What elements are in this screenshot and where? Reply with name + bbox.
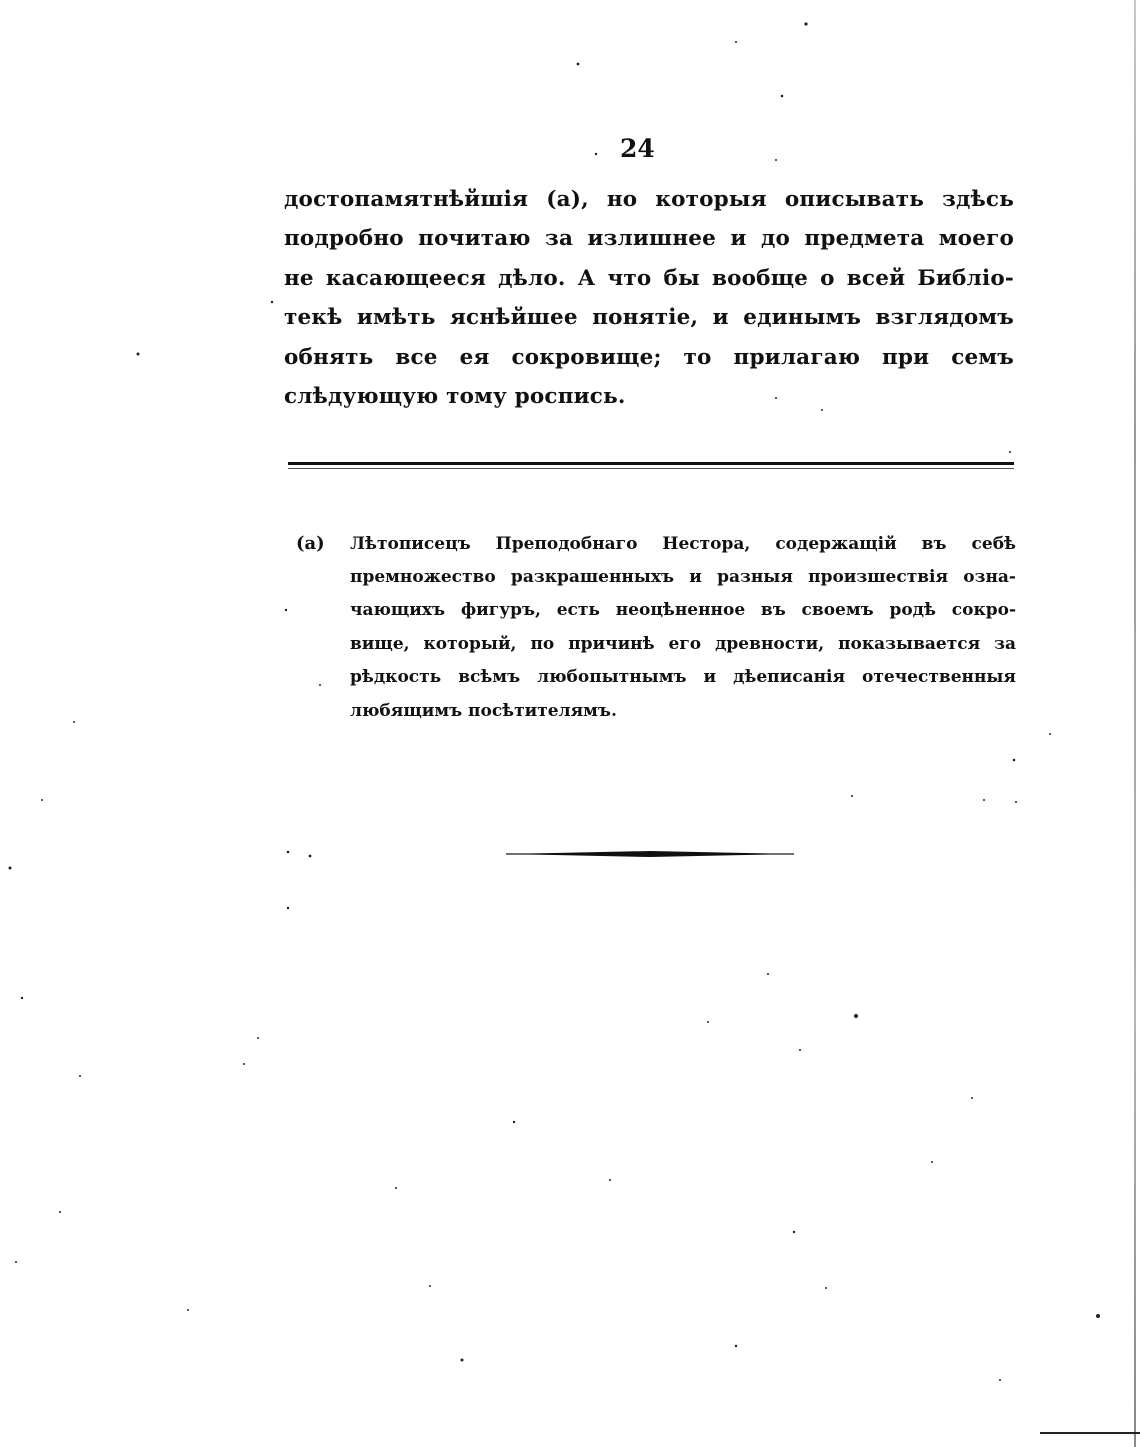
- text-line: не касающееся дѣло. А что бы вообще о всей Библіо-: [284, 265, 1014, 291]
- page-edge-shadow: [1134, 0, 1136, 1447]
- page-number: 24: [620, 134, 655, 163]
- footnote-line: премножество разкрашенныхъ и разныя произшествія озна-: [350, 566, 1016, 587]
- page-corner-mark: [1040, 1432, 1140, 1434]
- footnote-line: рѣдкость всѣмъ любопытнымъ и дѣеписанія отечественныя: [350, 667, 1016, 688]
- footnote-line: Лѣтописецъ Преподобнаго Нестора, содержащій въ себѣ: [350, 534, 1016, 554]
- footnote-line: чающихъ фигуръ, есть неоцѣненное въ своемъ родѣ сокро-: [350, 600, 1016, 621]
- footnote-line: вище, который, по причинѣ его древности, показывается за: [350, 633, 1016, 654]
- footnote: [296, 527, 1016, 729]
- footnote-line: любящимъ посѣтителямъ.: [350, 700, 617, 721]
- main-paragraph: [284, 180, 1014, 416]
- footnote-first-line: [296, 527, 1016, 561]
- text-line: достопамятнѣйшія (а), но которыя описывать здѣсь: [284, 187, 1014, 212]
- text-line: текѣ имѣть яснѣйшее понятіе, и единымъ взглядомъ: [284, 305, 1014, 331]
- text-line: слѣдующую тому роспись.: [284, 383, 626, 409]
- footnote-separator-rule-thin: [288, 468, 1014, 469]
- end-ornament-rule: [506, 850, 794, 858]
- text-line: подробно почитаю за излишнее и до предмета моего: [284, 226, 1014, 252]
- footnote-marker: (a): [296, 533, 325, 554]
- text-line: обнять все ея сокровище; то прилагаю при семъ: [284, 344, 1014, 370]
- footnote-separator-rule: [288, 462, 1014, 465]
